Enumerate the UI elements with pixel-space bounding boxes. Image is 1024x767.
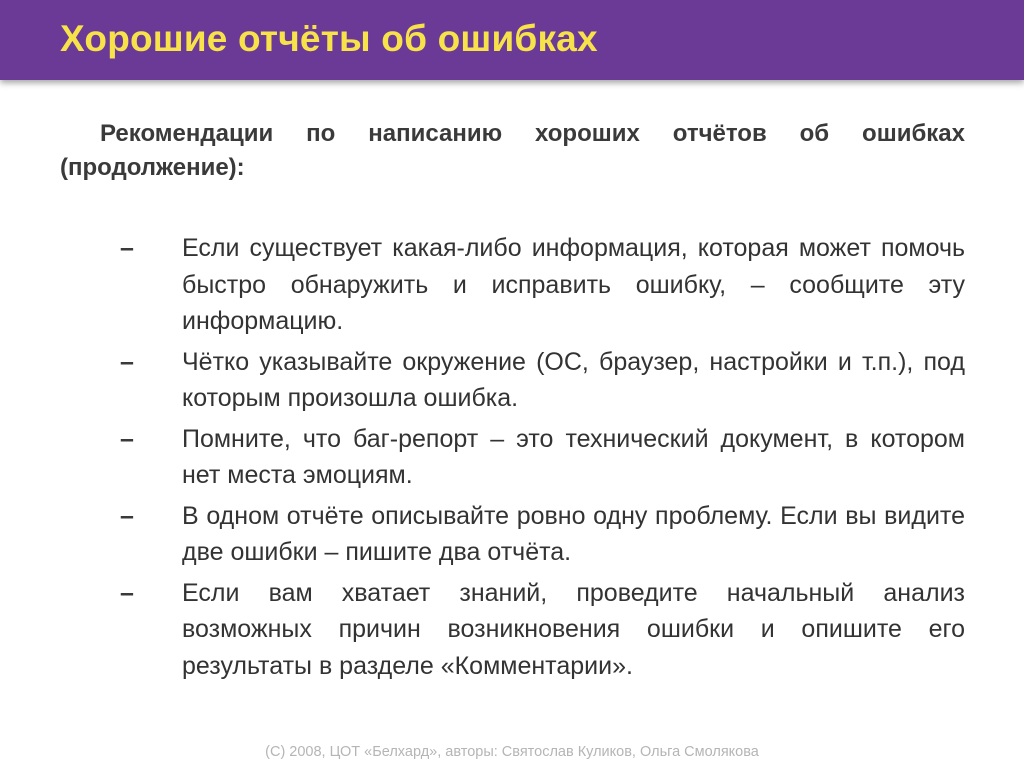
bullet-marker: – [120, 234, 134, 262]
list-item [60, 230, 965, 340]
slide-title: Хорошие отчёты об ошибках [60, 18, 598, 59]
slide-content [60, 117, 965, 680]
bullet-marker: – [120, 578, 134, 607]
list-item [60, 344, 965, 417]
list-item [60, 498, 965, 571]
bullet-text: Если существует какая-либо информация, которая может помочь быстро обнаружить и исправить ошибку, – сообщите эту информацию. [182, 234, 965, 335]
list-item [60, 421, 965, 494]
bullet-text: Чётко указывайте окружение (ОС, браузер, настройки и т.п.), под которым произошла ошибка. [182, 347, 965, 412]
bullet-marker: – [120, 347, 134, 376]
bullet-text: Если вам хватает знаний, проведите начальный анализ возможных причин возникновения ошибки и опишите его результаты в разделе «Комментарии». [182, 578, 965, 680]
section-heading: Рекомендации по написанию хороших отчётов об ошибках (продолжение): [60, 120, 965, 181]
bullet-list [60, 230, 965, 688]
list-item [60, 575, 965, 685]
bullet-text: В одном отчёте описывайте ровно одну проблему. Если вы видите две ошибки – пишите два отчёта. [182, 501, 965, 566]
bullet-marker: – [120, 501, 134, 530]
bullet-marker: – [120, 424, 134, 453]
bullet-text: Помните, что баг-репорт – это технический документ, в котором нет места эмоциям. [182, 424, 965, 489]
copyright-footer: (C) 2008, ЦОТ «Белхард», авторы: Святослав Куликов, Ольга Смолякова [265, 744, 759, 760]
title-bar [0, 0, 1024, 80]
